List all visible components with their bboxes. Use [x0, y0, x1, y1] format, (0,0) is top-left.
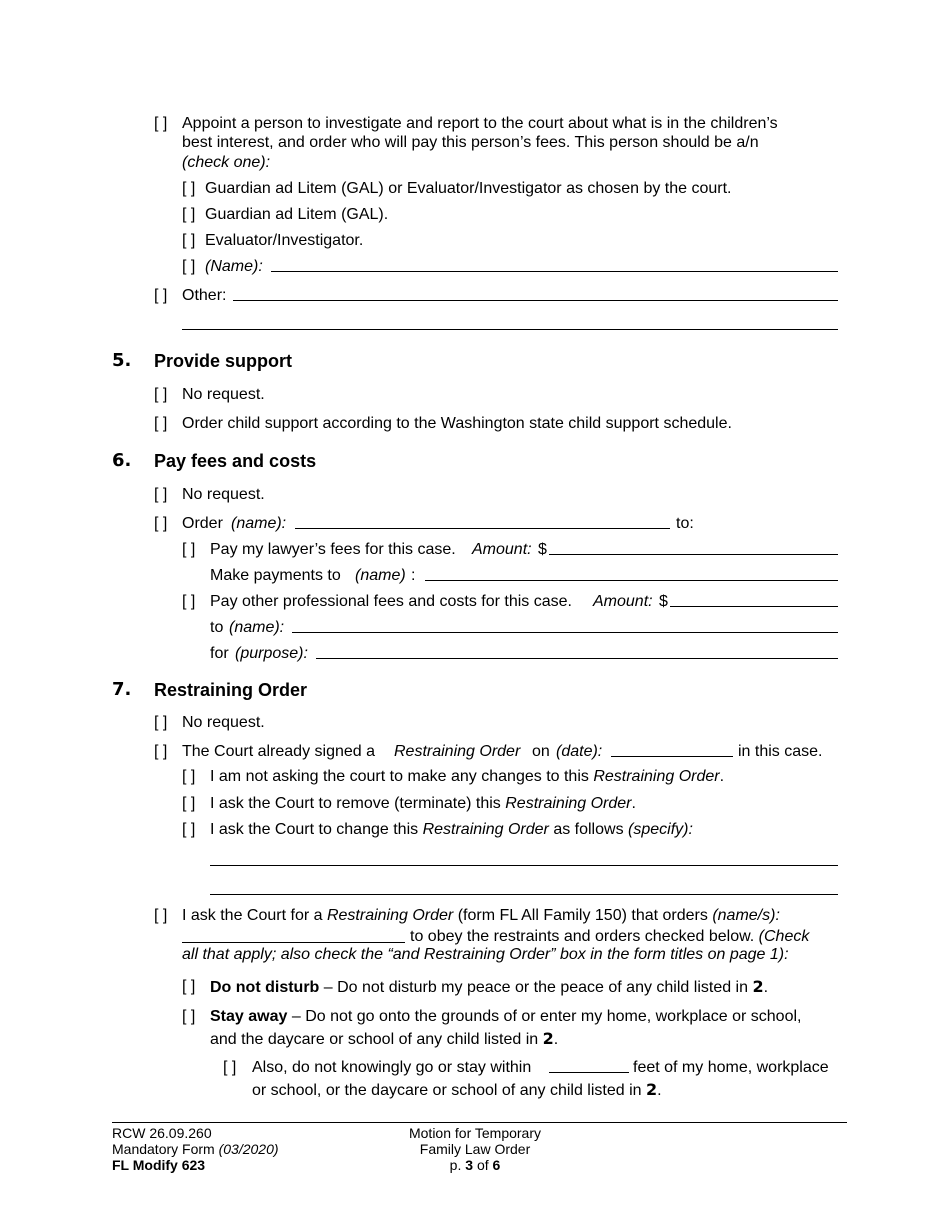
feet-fill-line[interactable] [549, 1072, 629, 1073]
footer-title-line2: Family Law Order [419, 1141, 531, 1157]
checkbox[interactable]: [ ] [182, 593, 196, 610]
checkbox[interactable]: [ ] [182, 821, 196, 838]
order-name-fill-line[interactable] [295, 528, 670, 529]
already-text: The Court already signed a [182, 743, 375, 760]
restraining-order-term: Restraining Order [505, 795, 632, 812]
text [210, 767, 724, 787]
period: . [719, 768, 725, 785]
label: No request. [182, 486, 265, 503]
checkbox[interactable]: [ ] [154, 515, 168, 532]
checkbox[interactable]: [ ] [182, 768, 196, 785]
amount-fill-line[interactable] [670, 606, 838, 607]
amount-fill-line[interactable] [549, 554, 838, 555]
section-ref: 2 [542, 1029, 554, 1048]
check-all-label: (Check [758, 928, 810, 945]
purpose-label: (purpose): [235, 645, 308, 662]
option-checkbox[interactable]: [ ] [182, 258, 196, 275]
checkbox[interactable]: [ ] [182, 978, 196, 995]
period: . [631, 795, 636, 812]
footer-title-line1: Motion for Temporary [408, 1125, 541, 1141]
section-5-number: 5. [112, 350, 132, 371]
text-part-2: (form FL All Family 150) that orders [457, 907, 708, 924]
payments-name-label: (name) [355, 567, 406, 584]
text-part: to obey the restraints and orders checked below. [410, 928, 755, 945]
to-name-label: (name): [229, 619, 285, 636]
section-ref: 2 [752, 977, 764, 996]
other-fees-text: Pay other professional fees and costs for this case. [210, 593, 572, 610]
specify-fill-line-2[interactable] [210, 894, 838, 895]
purpose-fill-line[interactable] [316, 658, 838, 659]
text [210, 977, 768, 998]
ask-line1 [182, 906, 780, 926]
ask-line3: all that apply; also check the “and Restraining Order” box in the form titles on page 1): [182, 946, 789, 963]
other-checkbox[interactable]: [ ] [154, 287, 168, 304]
form-date: (03/2020) [218, 1141, 279, 1157]
option-label: Guardian ad Litem (GAL). [205, 206, 389, 223]
text-part: – Do not disturb my peace or the peace of any child listed in [323, 979, 749, 996]
appoint-text-line2: best interest, and order who will pay this person’s fees. This person should be a/n [182, 134, 759, 151]
ask-line2 [410, 927, 809, 947]
option-checkbox[interactable]: [ ] [182, 232, 196, 249]
amount-label: Amount: [472, 541, 532, 558]
page-of: of [476, 1157, 489, 1173]
restraining-order-term: Restraining Order [422, 821, 549, 838]
option-checkbox[interactable]: [ ] [182, 180, 196, 197]
feet-text: feet of my home, workplace [633, 1059, 829, 1076]
section-7-title: Restraining Order [154, 680, 308, 700]
footer-mandatory [112, 1141, 279, 1157]
date-label: (date): [556, 743, 603, 760]
payments-name-fill-line[interactable] [425, 580, 838, 581]
text [210, 794, 636, 814]
checkbox[interactable]: [ ] [154, 714, 168, 731]
checkbox[interactable]: [ ] [182, 795, 196, 812]
names-label: (name/s): [712, 907, 780, 924]
bold-term: Stay away [210, 1008, 288, 1025]
to-name-fill-line[interactable] [292, 632, 838, 633]
amount-label: Amount: [593, 593, 653, 610]
label: No request. [182, 386, 265, 403]
label: Order child support according to the Washington state child support schedule. [182, 415, 732, 432]
restraining-order-term: Restraining Order [326, 907, 454, 924]
period: . [553, 1031, 559, 1048]
for-text: for [210, 645, 229, 662]
in-this-case-text: in this case. [738, 743, 823, 760]
footer-center [375, 1125, 575, 1173]
order-to-label: to: [676, 515, 694, 532]
other-fill-line-2[interactable] [182, 329, 838, 330]
label: No request. [182, 714, 265, 731]
text-line2 [210, 1029, 558, 1050]
dollar-sign: $ [538, 541, 547, 558]
checkbox[interactable]: [ ] [182, 541, 196, 558]
text-part: I ask the Court for a [182, 907, 323, 924]
make-payments-text: Make payments to [210, 567, 341, 584]
option-label: Evaluator/Investigator. [205, 232, 364, 249]
within-line2 [252, 1080, 662, 1101]
total-pages: 6 [492, 1157, 501, 1173]
checkbox[interactable]: [ ] [182, 1008, 196, 1025]
option-label: (Name): [205, 258, 263, 275]
appoint-text-line1: Appoint a person to investigate and report to the court about what is in the children’s [182, 115, 778, 132]
checkbox[interactable]: [ ] [154, 907, 168, 924]
section-6-title: Pay fees and costs [154, 451, 317, 471]
checkbox[interactable]: [ ] [154, 743, 168, 760]
text-line1 [210, 1007, 801, 1027]
period: . [763, 979, 769, 996]
order-name-label: (name): [231, 515, 287, 532]
checkbox[interactable]: [ ] [154, 386, 168, 403]
option-label: Guardian ad Litem (GAL) or Evaluator/Investigator as chosen by the court. [205, 180, 732, 197]
as-follows: as follows [553, 821, 624, 838]
current-page: 3 [465, 1157, 474, 1173]
check-one-label: (check one): [182, 154, 271, 171]
dollar-sign: $ [659, 593, 668, 610]
footer-rcw: RCW 26.09.260 [112, 1125, 212, 1141]
page-prefix: p. [449, 1157, 462, 1173]
mandatory-text: Mandatory Form [112, 1141, 215, 1157]
names-fill-line[interactable] [182, 942, 405, 943]
name-fill-line[interactable] [271, 271, 838, 272]
section-ref: 2 [646, 1080, 658, 1099]
footer-left [112, 1125, 279, 1173]
section-7-number: 7. [112, 679, 132, 700]
to-text: to [210, 619, 224, 636]
text-part: I am not asking the court to make any changes to this [210, 768, 589, 785]
lawyer-fees-text: Pay my lawyer’s fees for this case. [210, 541, 456, 558]
appoint-checkbox[interactable]: [ ] [154, 115, 168, 132]
text-part: and the daycare or school of any child listed in [210, 1031, 539, 1048]
section-6-number: 6. [112, 450, 132, 471]
checkbox[interactable]: [ ] [154, 486, 168, 503]
period: . [657, 1082, 662, 1099]
text-part: I ask the Court to change this [210, 821, 419, 838]
footer-divider [112, 1122, 847, 1123]
on-text: on [532, 743, 550, 760]
text [210, 820, 693, 840]
footer-form-id: FL Modify 623 [112, 1157, 206, 1173]
text-part: or school, or the daycare or school of any child listed in [252, 1082, 642, 1099]
text-part: – Do not go onto the grounds of or enter my home, workplace or school, [291, 1008, 802, 1025]
other-label: Other: [182, 287, 227, 304]
within-text: Also, do not knowingly go or stay within [252, 1059, 532, 1076]
other-fill-line[interactable] [233, 300, 838, 301]
specify-label: (specify): [628, 821, 693, 838]
checkbox[interactable]: [ ] [223, 1059, 237, 1076]
text-part: I ask the Court to remove (terminate) this [210, 795, 501, 812]
specify-fill-line[interactable] [210, 865, 838, 866]
page-number [375, 1157, 575, 1173]
payments-colon: : [411, 567, 416, 584]
restraining-order-term: Restraining Order [394, 743, 521, 760]
order-label: Order [182, 515, 223, 532]
section-5-title: Provide support [154, 351, 293, 371]
date-fill-line[interactable] [611, 756, 733, 757]
checkbox[interactable]: [ ] [154, 415, 168, 432]
bold-term: Do not disturb [210, 979, 320, 996]
restraining-order-term: Restraining Order [593, 768, 720, 785]
option-checkbox[interactable]: [ ] [182, 206, 196, 223]
